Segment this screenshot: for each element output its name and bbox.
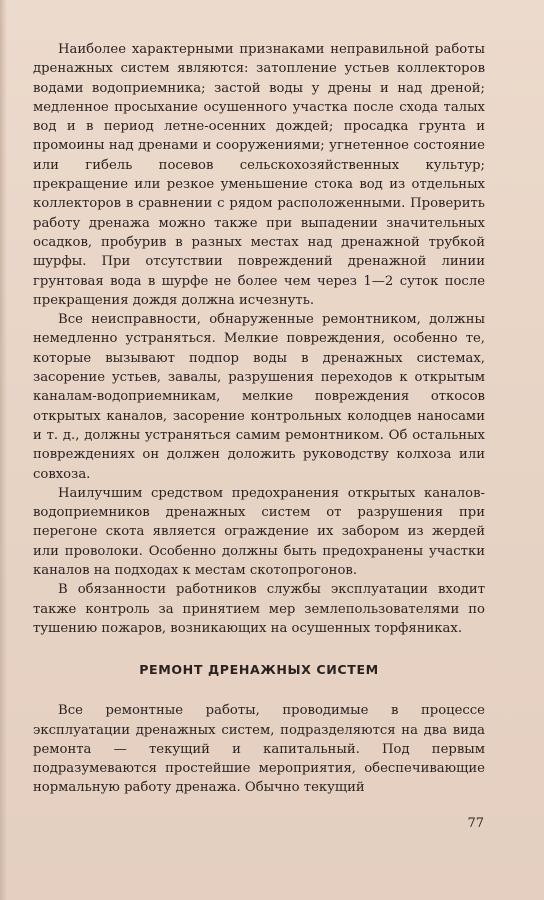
section-heading: РЕМОНТ ДРЕНАЖНЫХ СИСТЕМ bbox=[139, 662, 379, 678]
paragraph-repair-faults: Все неисправности, обнаруженные ремонтником, должны немедленно устраняться. Мелкие повреждения, особенно те, которые вызывают подпор воды в дренажных системах, засорение устьев, завалы, разрушения переходов к открытым каналам-водоприемникам, мелкие повреждения откосов открытых каналов, засорение контрольных колодцев наносами и т. д., должны устраняться самим ремонтником. Об остальных повреждениях он должен доложить руководству колхоза или совхоза. bbox=[33, 312, 485, 482]
page-number: 77 bbox=[467, 816, 484, 831]
paragraph-repair-types: Все ремонтные работы, проводимые в процессе эксплуатации дренажных систем, подразделяются на два вида ремонта — текущий и капитальный. Под первым подразумеваются простейшие мероприятия, обеспечивающие нормальную работу дренажа. Обычно текущий bbox=[33, 703, 485, 796]
paragraph-canal-protection: Наилучшим средством предохранения открытых каналов-водоприемников дренажных систем от разрушения при перегоне скота является ограждение их забором из жердей или проволоки. Особенно должны быть предохранены участки каналов на подходах к местам скотопрогонов. bbox=[33, 485, 485, 579]
paragraph-fire-control: В обязанности работников службы эксплуатации входит также контроль за принятием мер землепользователями по тушению пожаров, возникающих на осушенных торфяниках. bbox=[33, 582, 485, 636]
paragraph-drainage-signs: Наиболее характерными признаками неправильной работы дренажных систем являются: затопление устьев коллекторов водами водоприемника; застой воды у дрены и над дреной; медленное просыхание осушенного участка после схода талых вод и в период летне-осенних дождей; просадка грунта и промоины над дренами и сооружениями; угнетенное состояние или гибель посевов сельскохозяйственных культур; прекращение или резкое уменьшение стока вод из отдельных коллекторов в сравнении с рядом расположенными. Проверить работу дренажа можно также при выпадении значительных осадков, пробурив в разных местах над дренажной трубкой шурфы. При отсутствии повреждений дренажной линии грунтовая вода в шурфе не более чем через 1—2 суток после прекращения дождя должна исчезнуть. bbox=[33, 42, 485, 308]
page-text bbox=[33, 40, 485, 798]
